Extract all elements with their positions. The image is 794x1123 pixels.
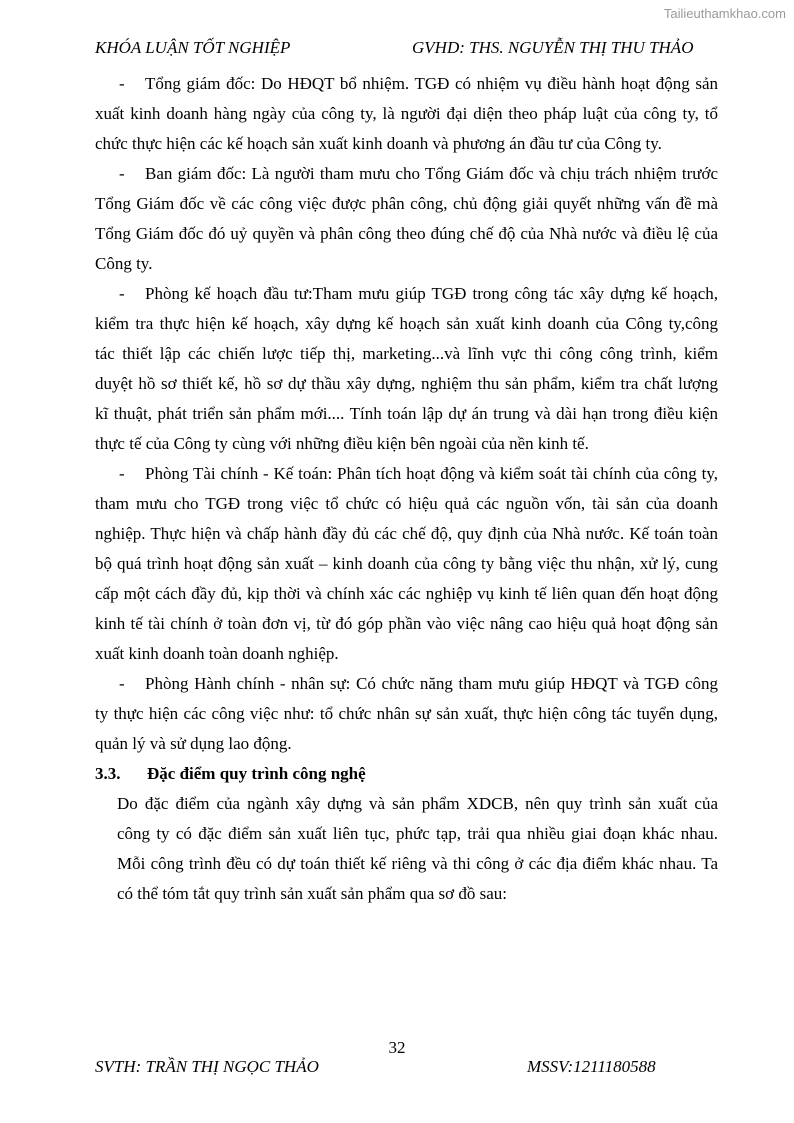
footer-left: SVTH: TRẦN THỊ NGỌC THẢO [95, 1057, 319, 1076]
bullet-dash: - [119, 164, 125, 183]
paragraph-line: kiểm tra thực hiện kế hoạch, xây dựng kế hoạch sản xuất kinh doanh của Công ty,công [95, 314, 718, 333]
paragraph-line: bộ quá trình hoạt động sản xuất – kinh doanh của công ty bằng việc thu nhận, xử lý, cung [95, 554, 718, 573]
paragraph-line: Tổng Giám đốc về các công việc được phân công, chủ động giải quyết những vấn đề mà [95, 194, 718, 213]
section-title: Đặc điểm quy trình công nghệ [147, 764, 366, 783]
bullet-dash: - [119, 74, 125, 93]
paragraph-line: Phòng Tài chính - Kế toán: Phân tích hoạt động và kiểm soát tài chính của công ty, [145, 464, 718, 483]
paragraph-line: có thể tóm tắt quy trình sản xuất sản phẩm qua sơ đồ sau: [117, 884, 508, 903]
paragraph-line: Do đặc điểm của ngành xây dựng và sản phẩm XDCB, nên quy trình sản xuất của [117, 794, 718, 813]
header-left: KHÓA LUẬN TỐT NGHIỆP [95, 38, 291, 57]
paragraph-line: Ban giám đốc: Là người tham mưu cho Tổng Giám đốc và chịu trách nhiệm trước [145, 164, 718, 183]
paragraph-line: Phòng Hành chính - nhân sự: Có chức năng tham mưu giúp HĐQT và TGĐ công [145, 674, 718, 693]
header-right: GVHD: THS. NGUYỄN THỊ THU THẢO [412, 38, 694, 57]
paragraph-line: cấp một cách đầy đủ, kịp thời và chính xác các nghiệp vụ kinh tế liên quan đến hoạt động [95, 584, 718, 603]
bullet-dash: - [119, 674, 125, 693]
bullet-dash: - [119, 464, 125, 483]
page-number: 32 [388, 1038, 406, 1057]
paragraph-line: Tổng Giám đốc đó uỷ quyền và phân công theo đúng chế độ của Nhà nước và điều lệ của [95, 224, 718, 243]
paragraph-line: xuất kinh doanh hàng ngày của công ty, là người đại diện theo pháp luật của công ty, tổ [95, 104, 718, 123]
paragraph-line: Tổng giám đốc: Do HĐQT bổ nhiệm. TGĐ có nhiệm vụ điều hành hoạt động sản [145, 74, 718, 93]
paragraph-line: tác thiết lập các chiến lược tiếp thị, marketing...và lĩnh vực thi công công trình, kiểm [95, 344, 718, 363]
paragraph-line: Công ty. [95, 254, 153, 273]
section-number: 3.3. [95, 764, 121, 783]
watermark: Tailieuthamkhao.com [663, 6, 786, 21]
paragraph-line: Phòng kế hoạch đầu tư:Tham mưu giúp TGĐ trong công tác xây dựng kế hoạch, [145, 284, 718, 303]
paragraph-line: công ty có đặc điểm sản xuất liên tục, phức tạp, trải qua nhiều giai đoạn khác nhau. [117, 824, 718, 843]
paragraph-line: tham mưu cho TGĐ trong việc tổ chức có hiệu quả các nguồn vốn, tài sản của doanh [95, 494, 718, 513]
footer-right: MSSV:1211180588 [527, 1057, 656, 1076]
paragraph-line: duyệt hồ sơ thiết kế, hồ sơ dự thầu xây dựng, nghiệm thu sản phẩm, kiểm tra chất lượng [95, 374, 718, 393]
paragraph-line: Mỗi công trình đều có dự toán thiết kế riêng và thi công ở các địa điểm khác nhau. Ta [117, 854, 718, 873]
bullet-dash: - [119, 284, 125, 303]
paragraph-line: quản lý và sử dụng lao động. [95, 734, 292, 753]
paragraph-line: nghiệp. Thực hiện và chấp hành đầy đủ các chế độ, quy định của Nhà nước. Kế toán toàn [95, 524, 718, 543]
paragraph-line: xuất kinh doanh toàn doanh nghiệp. [95, 644, 339, 663]
paragraph-line: kĩ thuật, phát triển sản phẩm mới.... Tính toán lập dự án trung và dài hạn trong điều kiện [95, 404, 718, 423]
paragraph-line: ty thực hiện các công việc như: tổ chức nhân sự sản xuất, thực hiện công tác tuyển dụng, [95, 704, 718, 723]
paragraph-line: thực tế của Công ty cùng với những điều kiện bên ngoài của nền kinh tế. [95, 434, 589, 453]
paragraph-line: kinh tế tài chính ở toàn đơn vị, từ đó góp phần vào việc nâng cao hiệu quả hoạt động sản [95, 614, 718, 633]
paragraph-line: chức thực hiện các kế hoạch sản xuất kinh doanh và phương án đầu tư của Công ty. [95, 134, 662, 153]
